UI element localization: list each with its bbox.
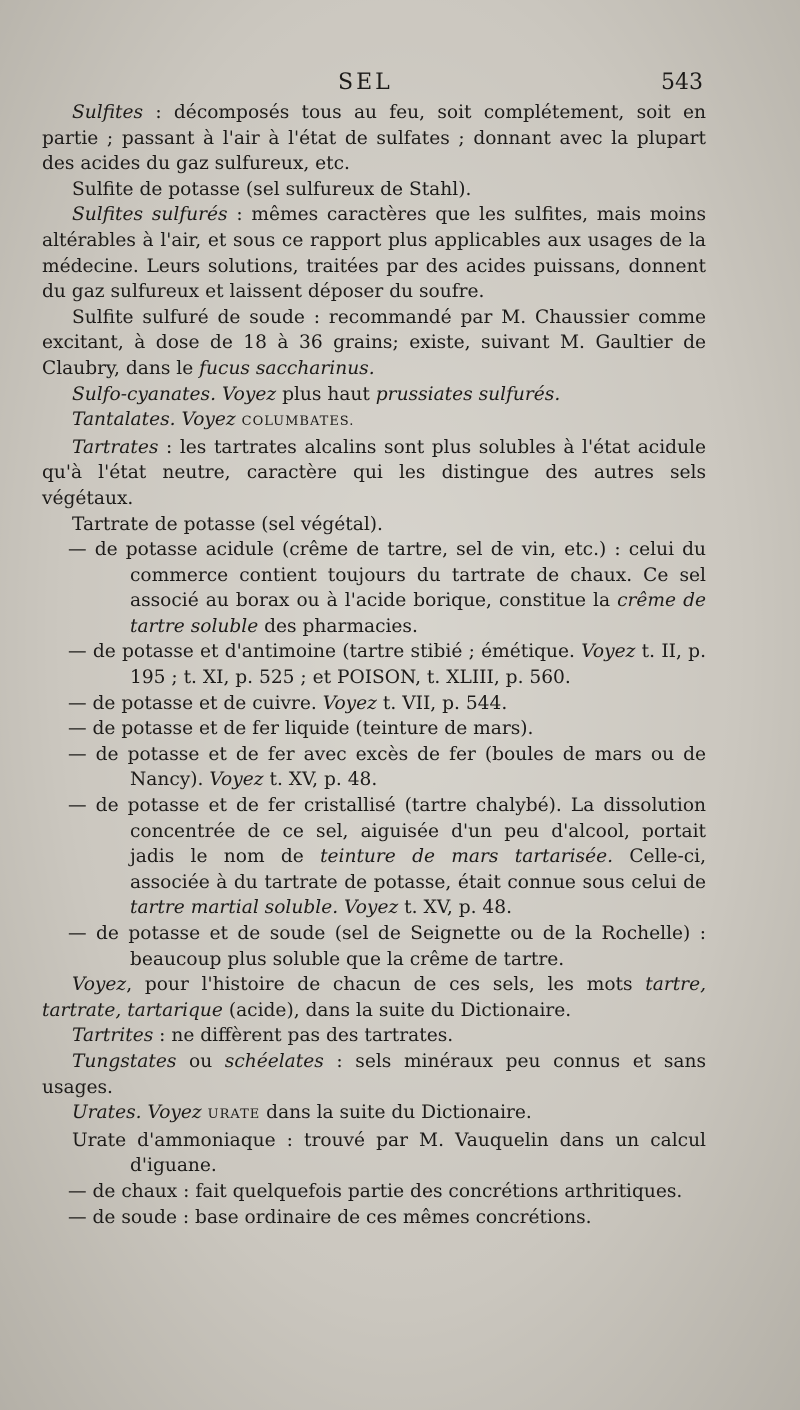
voyez-reference: Voyez	[221, 383, 277, 405]
entry-sulfite-sulfure-soude	[42, 305, 706, 382]
entry-text: , pour l'histoire de chacun de ces sels, les mots	[126, 974, 646, 996]
entry-italic: crême de tartre soluble	[130, 590, 706, 637]
subentry-potasse-fer-exces	[42, 742, 706, 793]
subentry-potasse-soude	[42, 921, 706, 972]
entry-term: Tantalates.	[72, 409, 176, 431]
entry-urate-ammoniaque	[42, 1128, 706, 1179]
entry-tantalates	[42, 407, 706, 435]
entry-text: Urate d'ammoniaque : trouvé par M. Vauquelin dans un calcul d'iguane.	[72, 1129, 706, 1177]
page-header	[0, 70, 800, 104]
entry-separator: ou	[176, 1050, 225, 1072]
entry-term: Tartrites	[72, 1025, 154, 1047]
entry-text: de potasse et d'antimoine (tartre stibié ; émétique.	[92, 641, 582, 663]
page-number: 543	[661, 70, 703, 95]
entry-text-2: des pharmacies.	[258, 615, 418, 637]
entry-tartrates	[42, 435, 706, 512]
voyez-reference: Voyez	[322, 692, 377, 714]
entry-italic: teinture de mars tartarisée.	[320, 846, 614, 868]
entry-text: de potasse et de fer liquide (teinture de mars).	[92, 718, 534, 740]
entry-sulfite-potasse	[42, 177, 706, 203]
entry-text: dans la suite du Dictionaire.	[260, 1102, 532, 1124]
entry-text: Tartrate de potasse (sel végétal).	[72, 513, 383, 535]
entry-text: Sulfite de potasse (sel sulfureux de Stahl).	[72, 178, 472, 200]
subentry-potasse-fer-liquide	[42, 716, 706, 742]
entry-text: Sulfite sulfuré de soude : recommandé par M. Chaussier comme excitant, à dose de 18 à 36 grains; existe, suivant M. Gaultier de Claubry, dans le	[42, 306, 706, 379]
subentry-potasse-antimoine	[42, 639, 706, 690]
entry-separator: :	[158, 436, 180, 458]
entry-text-2: Celle-ci, associée à du tartrate de potasse, était connue sous celui de	[130, 846, 707, 893]
entry-italic: tartre, tartrate, tartarique	[42, 974, 706, 1021]
subentry-urate-chaux	[42, 1179, 706, 1205]
entry-term: Sulfites	[72, 102, 144, 123]
entry-text: de potasse acidule (crême de tartre, sel de vin, etc.) : celui du commerce contient toujours du tartrate de chaux. Ce sel associé au borax ou à l'acide borique, constitue la	[94, 539, 706, 612]
entry-separator: :	[153, 1025, 172, 1047]
subentry-potasse-acidule	[42, 537, 706, 639]
dash: —	[68, 718, 93, 740]
voyez-reference: Voyez	[181, 409, 236, 431]
entry-text: de chaux : fait quelquefois partie des concrétions arthritiques.	[92, 1180, 683, 1202]
voyez-reference: Voyez	[338, 897, 399, 919]
entry-text: mêmes caractères que les sulfites, mais moins altérables à l'air, et sous ce rapport plus applicables aux usages de la médecine. Leurs solutions, traitées par des acides puissans, donnent du gaz sulfureux et laissent déposer du soufre.	[42, 204, 707, 303]
dash: —	[68, 743, 96, 765]
closing-voyez	[42, 972, 706, 1023]
entry-text: de potasse et de fer avec excès de fer (boules de mars ou de Nancy).	[95, 743, 706, 791]
entry-text-2: t. XV, p. 48.	[263, 769, 378, 791]
dash: —	[68, 641, 93, 663]
subentry-potasse-fer-cristallise	[42, 793, 706, 921]
entry-urates	[42, 1100, 706, 1128]
entry-text: ne diffèrent pas des tartrates.	[171, 1025, 454, 1047]
dash: —	[68, 1206, 93, 1228]
entry-text: de potasse et de cuivre.	[92, 692, 323, 714]
entry-term: Sulfites sulfurés	[72, 204, 228, 226]
entry-tartrate-potasse	[42, 512, 706, 538]
entry-term: Sulfo-cyanates.	[72, 383, 217, 405]
entry-text: de potasse et de soude (sel de Seignette ou de la Rochelle) : beaucoup plus soluble que la crême de tartre.	[96, 923, 706, 970]
dash: —	[68, 1180, 93, 1202]
dash: —	[68, 539, 95, 561]
entry-sulfites-sulfures	[42, 202, 706, 304]
voyez-reference: Voyez	[209, 769, 264, 791]
dash: —	[68, 795, 96, 817]
entry-italic: fucus saccharinus.	[199, 357, 375, 379]
entry-term-2: schéelates	[224, 1050, 324, 1072]
entry-tungstates	[42, 1049, 706, 1100]
entry-term: Tartrates	[72, 436, 159, 458]
dash: —	[68, 692, 93, 714]
cross-reference: URATE	[207, 1107, 261, 1123]
entry-text-3: t. XV, p. 48.	[398, 897, 512, 919]
entry-separator: :	[227, 204, 252, 226]
entry-separator: :	[143, 102, 174, 123]
entry-text-2: t. II, p. 195 ; t. XI, p. 525 ; et POISON, t. XLIII, p. 560.	[130, 641, 706, 689]
voyez-reference: Voyez	[147, 1102, 202, 1124]
entry-term: Urates.	[72, 1102, 142, 1124]
entry-text-2: (acide), dans la suite du Dictionaire.	[222, 999, 572, 1021]
entry-text: plus haut	[276, 383, 376, 405]
entry-text: : sels minéraux peu connus et sans usages.	[42, 1050, 706, 1098]
voyez-reference: Voyez	[72, 974, 127, 996]
entry-italic: prussiates sulfurés.	[375, 383, 561, 405]
entry-text-2: t. VII, p. 544.	[376, 692, 508, 714]
entry-sulfites	[42, 100, 706, 177]
entry-text: décomposés tous au feu, soit complétement, soit en partie ; passant à l'air à l'état de sulfates ; donnant avec la plupart des acides du gaz sulfureux, etc.	[42, 102, 706, 175]
entry-tartrites	[42, 1023, 706, 1049]
voyez-reference: Voyez	[581, 641, 636, 663]
subentry-urate-soude	[42, 1205, 706, 1231]
subentry-potasse-cuivre	[42, 691, 706, 717]
dash: —	[68, 923, 97, 944]
running-title: SEL	[338, 70, 393, 95]
entry-text: de soude : base ordinaire de ces mêmes concrétions.	[92, 1206, 592, 1228]
entry-text: de potasse et de fer cristallisé (tartre chalybé). La dissolution concentrée de ce sel, aiguisée d'un peu d'alcool, portait jadis le nom de	[95, 795, 706, 868]
page-body	[42, 100, 706, 1230]
entry-text: les tartrates alcalins sont plus solubles à l'état acidule qu'à l'état neutre, caractère qui les distingue des autres sels végétaux.	[42, 436, 706, 509]
entry-italic-2: tartre martial soluble.	[130, 897, 339, 919]
entry-term: Tungstates	[72, 1050, 177, 1072]
cross-reference: COLUMBATES.	[241, 414, 355, 430]
entry-sulfo-cyanates	[42, 382, 706, 408]
